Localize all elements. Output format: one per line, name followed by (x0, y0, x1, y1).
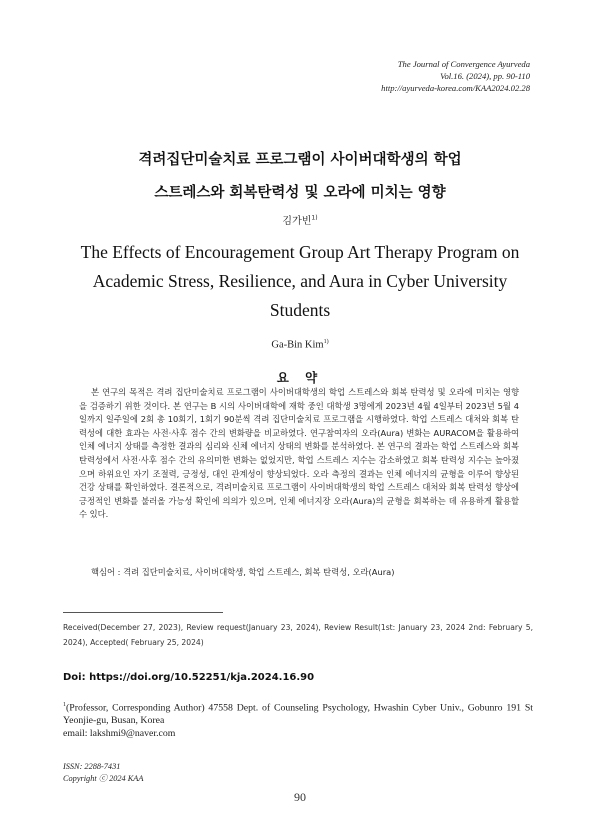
publication-footer (63, 761, 143, 785)
journal-header (381, 58, 530, 94)
page-number: 90 (294, 790, 306, 804)
copyright: Copyright ⓒ 2024 KAA (63, 774, 144, 783)
english-author-name: Ga-Bin Kim (271, 339, 324, 351)
journal-url[interactable]: http://ayurveda-korea.com/KAA2024.02.28 (381, 83, 530, 93)
issn: ISSN: 2288-7431 (63, 762, 121, 771)
korean-title-line-2: 스트레스와 회복탄력성 및 오라에 미치는 영향 (154, 185, 446, 201)
journal-name: The Journal of Convergence Ayurveda (397, 59, 530, 69)
korean-author-name: 김가빈 (282, 216, 312, 227)
correspondence-email[interactable]: email: lakshmi9@naver.com (63, 728, 176, 740)
korean-author-mark: 1) (311, 214, 318, 222)
korean-author (0, 212, 600, 227)
keywords: 핵심어 : 격려 집단미술치료, 사이버대학생, 학업 스트레스, 회복 탄력성, 오라(Aura) (91, 567, 395, 577)
english-author (0, 339, 600, 351)
abstract-text: 본 연구의 목적은 격려 집단미술치료 프로그램이 사이버대학생의 학업 스트레스와 회복 탄력성 및 오라에 미치는 영향을 검증하기 위한 것이다. 본 연구는 B 시의 사이버대학에 재학 중인 대학생 3명에게 2023년 4월 4일부터 2023년 5월 4일까지 일주일에 2회 총 10회기, 1회기 90분씩 격려 집단미술치료 프로그램을 시행하였다. 학업 스트레스 대처와 회복 탄력성에 대한 효과는 사전·사후 점수 간의 변화량을 비교하였다. 연구참여자의 오라(Aura) 변화는 AURACOM을 활용하여 인체 에너지 상태를 측정한 결과의 심리와 신체 에너지 상태의 변화를 분석하였다. 본 연구의 결과는 학업 스트레스와 회복 탄력성에서 사전·사후 점수 간의 유의미한 변화는 없었지만, 학업 스트레스 지수는 감소하였고 회복 탄력성 지수는 높아졌으며 하위요인 자기 조절력, 긍정성, 대인 관계성이 향상되었다. 오라 측정의 결과는 인체 에너지의 균형을 이루어 향상된 건강 상태를 확인하였다. 결론적으로, 격려미술치료 프로그램이 사이버대학생의 학업 스트레스 대처와 회복 탄력성 향상에 긍정적인 변화를 불러올 가능성 확인에 의의가 있으며, 인체 에너지장 오라(Aura)의 균형을 회복하는 데 유용하게 활용할 수 있다. (79, 387, 519, 520)
received-dates: Received(December 27, 2023), Review request(January 23, 2024), Review Result(1st: January 23, 2024 2nd: February 5, 2024), Accepted( February 25, 2024) (63, 623, 533, 647)
correspondence-mark: 1 (63, 702, 66, 708)
abstract-heading: 요 약 (276, 370, 324, 385)
english-title-line-2: Academic Stress, Resilience, and Aura in Cyber University (92, 271, 508, 291)
korean-title-line-1: 격려집단미술치료 프로그램이 사이버대학생의 학업 (138, 152, 462, 168)
english-author-mark: 1) (323, 339, 329, 345)
english-title-line-1: The Effects of Encouragement Group Art Therapy Program on (80, 242, 520, 262)
english-title-line-3: Students (269, 300, 331, 320)
correspondence-text: (Professor, Corresponding Author) 47558 Dept. of Counseling Psychology, Hwashin Cyber Univ., Gobunro 191 St Yeonjie-gu, Busan, Korea (63, 702, 533, 727)
doi-link[interactable]: Doi: https://doi.org/10.52251/kja.2024.16.90 (63, 672, 315, 683)
journal-volume: Vol.16. (2024), pp. 90-110 (440, 71, 530, 81)
footnote-divider (63, 612, 223, 613)
english-title (70, 238, 530, 325)
correspondence-note (63, 699, 533, 740)
